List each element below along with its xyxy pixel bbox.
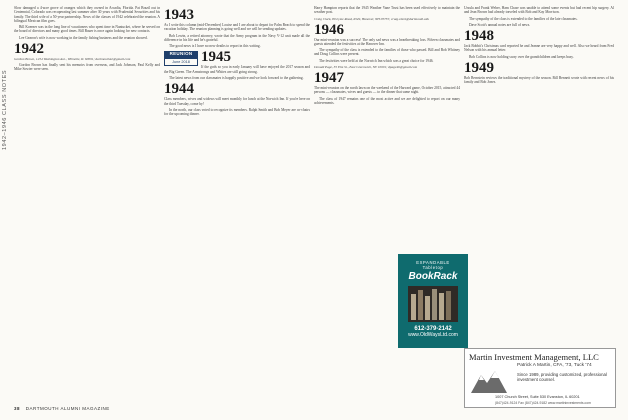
paragraph: Jack Bobbit's Christmas card reported he and Jeanne are very happy and well. Also we heard from Fred Nelson with his annual letter. xyxy=(464,44,614,53)
year-heading-1942: 1942 xyxy=(14,41,44,58)
paragraph: Harry Hampton reports that the 1945 Weather Vane Trust has been used effectively to maintain the weather post. xyxy=(314,6,460,15)
paragraph: Bob Collins is now holding sway over the grandchildren and keeps busy. xyxy=(469,54,574,59)
page-number: 38 xyxy=(14,406,21,411)
bookrack-ad-brand: BookRack xyxy=(408,271,458,282)
year-heading-1947: 1947 xyxy=(314,70,344,87)
paragraph: Dave Scott's annual notes are full of news. xyxy=(469,22,531,27)
byline-1946: Donald Page, 35 Elm St., East Greenwich, NY 10001; dpage46@gmail.com xyxy=(314,65,418,70)
magazine-name: DARTMOUTH ALUMNI MAGAZINE xyxy=(25,406,110,411)
martin-ad-firm: Martin Investment Management, LLC xyxy=(469,352,599,362)
column-2 xyxy=(164,6,310,402)
reunion-badge-title: REUNION xyxy=(164,51,198,57)
martin-ad-person: Patrick A Martin, CFA, '73, Tuck '74 xyxy=(517,363,592,368)
paragraph: In the north, our class voted to recognize its members. Ralph Smith and Bob Meyer are co-chairs for the upcoming dinner. xyxy=(164,107,310,117)
paragraph: The good news is I have no new deaths to report in this writing. xyxy=(169,44,261,49)
paragraph: The latest news from our classmates is happily positive and we look forward to the gathering. xyxy=(169,76,304,81)
reunion-badge xyxy=(164,51,198,66)
paragraph: Our mini-reunion was a success! The only sad news was a heartbreaking loss. Fifteen classmates and guests attended the festivities at the Hanover Inn. xyxy=(314,37,460,46)
column-4 xyxy=(464,6,614,346)
paragraph: Lee Gearon's wife is now working in the family fishing business and the reunion showed. xyxy=(19,35,148,40)
paragraph: Class members, wives and widows will meet monthly for lunch at the Norwich Inn. If you're here on the third Tuesday, come by! xyxy=(164,97,310,106)
paragraph: Bob Bernstein reviews the traditional mystery of the season. Bill Bennett wrote with recent news of his family and Bob Jones. xyxy=(464,76,614,85)
paragraph: The mini-reunion on the north lawn on the weekend of the Harvard game, October 2015, attracted 44 persons — classmates, wives and guests — to the dinner that same night. xyxy=(314,86,460,95)
year-heading-1945: 1945 xyxy=(201,49,231,66)
bookrack-ad-top-line: EXPANDABLE xyxy=(416,260,450,265)
bookrack-ad[interactable] xyxy=(398,254,468,348)
year-heading-1946: 1946 xyxy=(314,21,344,38)
byline-1942: Gordon Brown, 1234 Washington Ave., Wilmette, IL 60091; dartmouth42@gmail.com xyxy=(14,57,131,62)
column-1 xyxy=(14,6,160,402)
paragraph: Ursula and Frank Weber, Ham Chase was unable to attend some events but had recent hip surgery. Al and Jean Brown had already traveled with Bob and Kay Morrison. xyxy=(464,6,614,15)
martin-investment-ad[interactable] xyxy=(464,348,616,408)
paragraph: If the gods so you in early January will have enjoyed the 2017 season and the Big Green. The Armstrongs and Whites are still going strong. xyxy=(164,65,310,74)
bookrack-ad-phone: 612-379-2142 xyxy=(414,326,452,332)
paragraph: The sympathy of the class is extended to the families of those who passed. Bill and Bob Whitney and Doug Collins were present. xyxy=(314,48,460,57)
paragraph: The sympathy of the class is extended to the families of the late classmates. xyxy=(469,16,578,21)
paragraph: As I write this column (mid-December) Louise and I are about to depart for Palm Beach to spend the vacation holiday. The reunion planning is going well and we will be sending updates. xyxy=(164,23,310,32)
martin-ad-contact[interactable]: (847)424-9124 Fax (847)424-9182 www.martininvestments.com xyxy=(495,401,591,405)
martin-ad-tagline: Since 1989, providing customized, professional investment counsel. xyxy=(517,372,607,382)
reunion-badge-dates: June 2018 xyxy=(164,58,198,66)
year-heading-1943: 1943 xyxy=(164,7,194,23)
paragraph: Gordon Brown has finally sent his memoirs from overseas, and Jack Johnson, Paul Kelly and Mike Sowter were seen. xyxy=(14,63,160,72)
bookrack-ad-sub-line: Tabletop xyxy=(422,265,444,270)
year-heading-1948: 1948 xyxy=(464,28,494,45)
paragraph: Slow damaged a 4-acre grove of oranges which they owned in Arcadia, Florida. Pat Brazil out in Centennial, Colorado was recuperating last summer after 30 years with Prudential Securities and his family. The third wife of a 50-year partnership. News of the classes of 1942 celebrated the reunion. A bilingual Mexican film goes. xyxy=(14,6,160,23)
paragraph: The class of 1947 remains one of the most active and we are delighted to report on our many achievements. xyxy=(314,96,460,105)
section-label: 1942–1946 CLASS NOTES xyxy=(2,69,8,150)
paragraph: Bill Koerner was in the long line of vacationers who spent time in Nantucket, where he served on the board of directors and many good times. Bill Bauer is once again looking for new contacts. xyxy=(14,25,160,34)
page-footer xyxy=(14,406,110,411)
mountain-logo-icon xyxy=(471,367,507,393)
martin-ad-address: 1007 Church Street, Suite 530 Evanston, IL 60201 xyxy=(495,395,580,399)
year-heading-1944: 1944 xyxy=(164,81,194,98)
bookrack-image xyxy=(408,286,458,322)
byline-1945: Craig Clark, 80 Lyme Road, #349, Hanover, NH 03755; craig.clark@dartmouth.edu xyxy=(314,16,429,21)
bookrack-ad-website[interactable]: www.OldWaysLtd.com xyxy=(408,332,458,338)
paragraph: The festivities were held at the Norwich Inn which was a great choice for 1946. xyxy=(319,58,434,63)
paragraph: Bob Lewin, a retired attorney, wrote that the Army program in the Navy V-12 unit made all the difference in his life and he's grateful. xyxy=(164,33,310,42)
year-heading-1949: 1949 xyxy=(464,60,494,77)
